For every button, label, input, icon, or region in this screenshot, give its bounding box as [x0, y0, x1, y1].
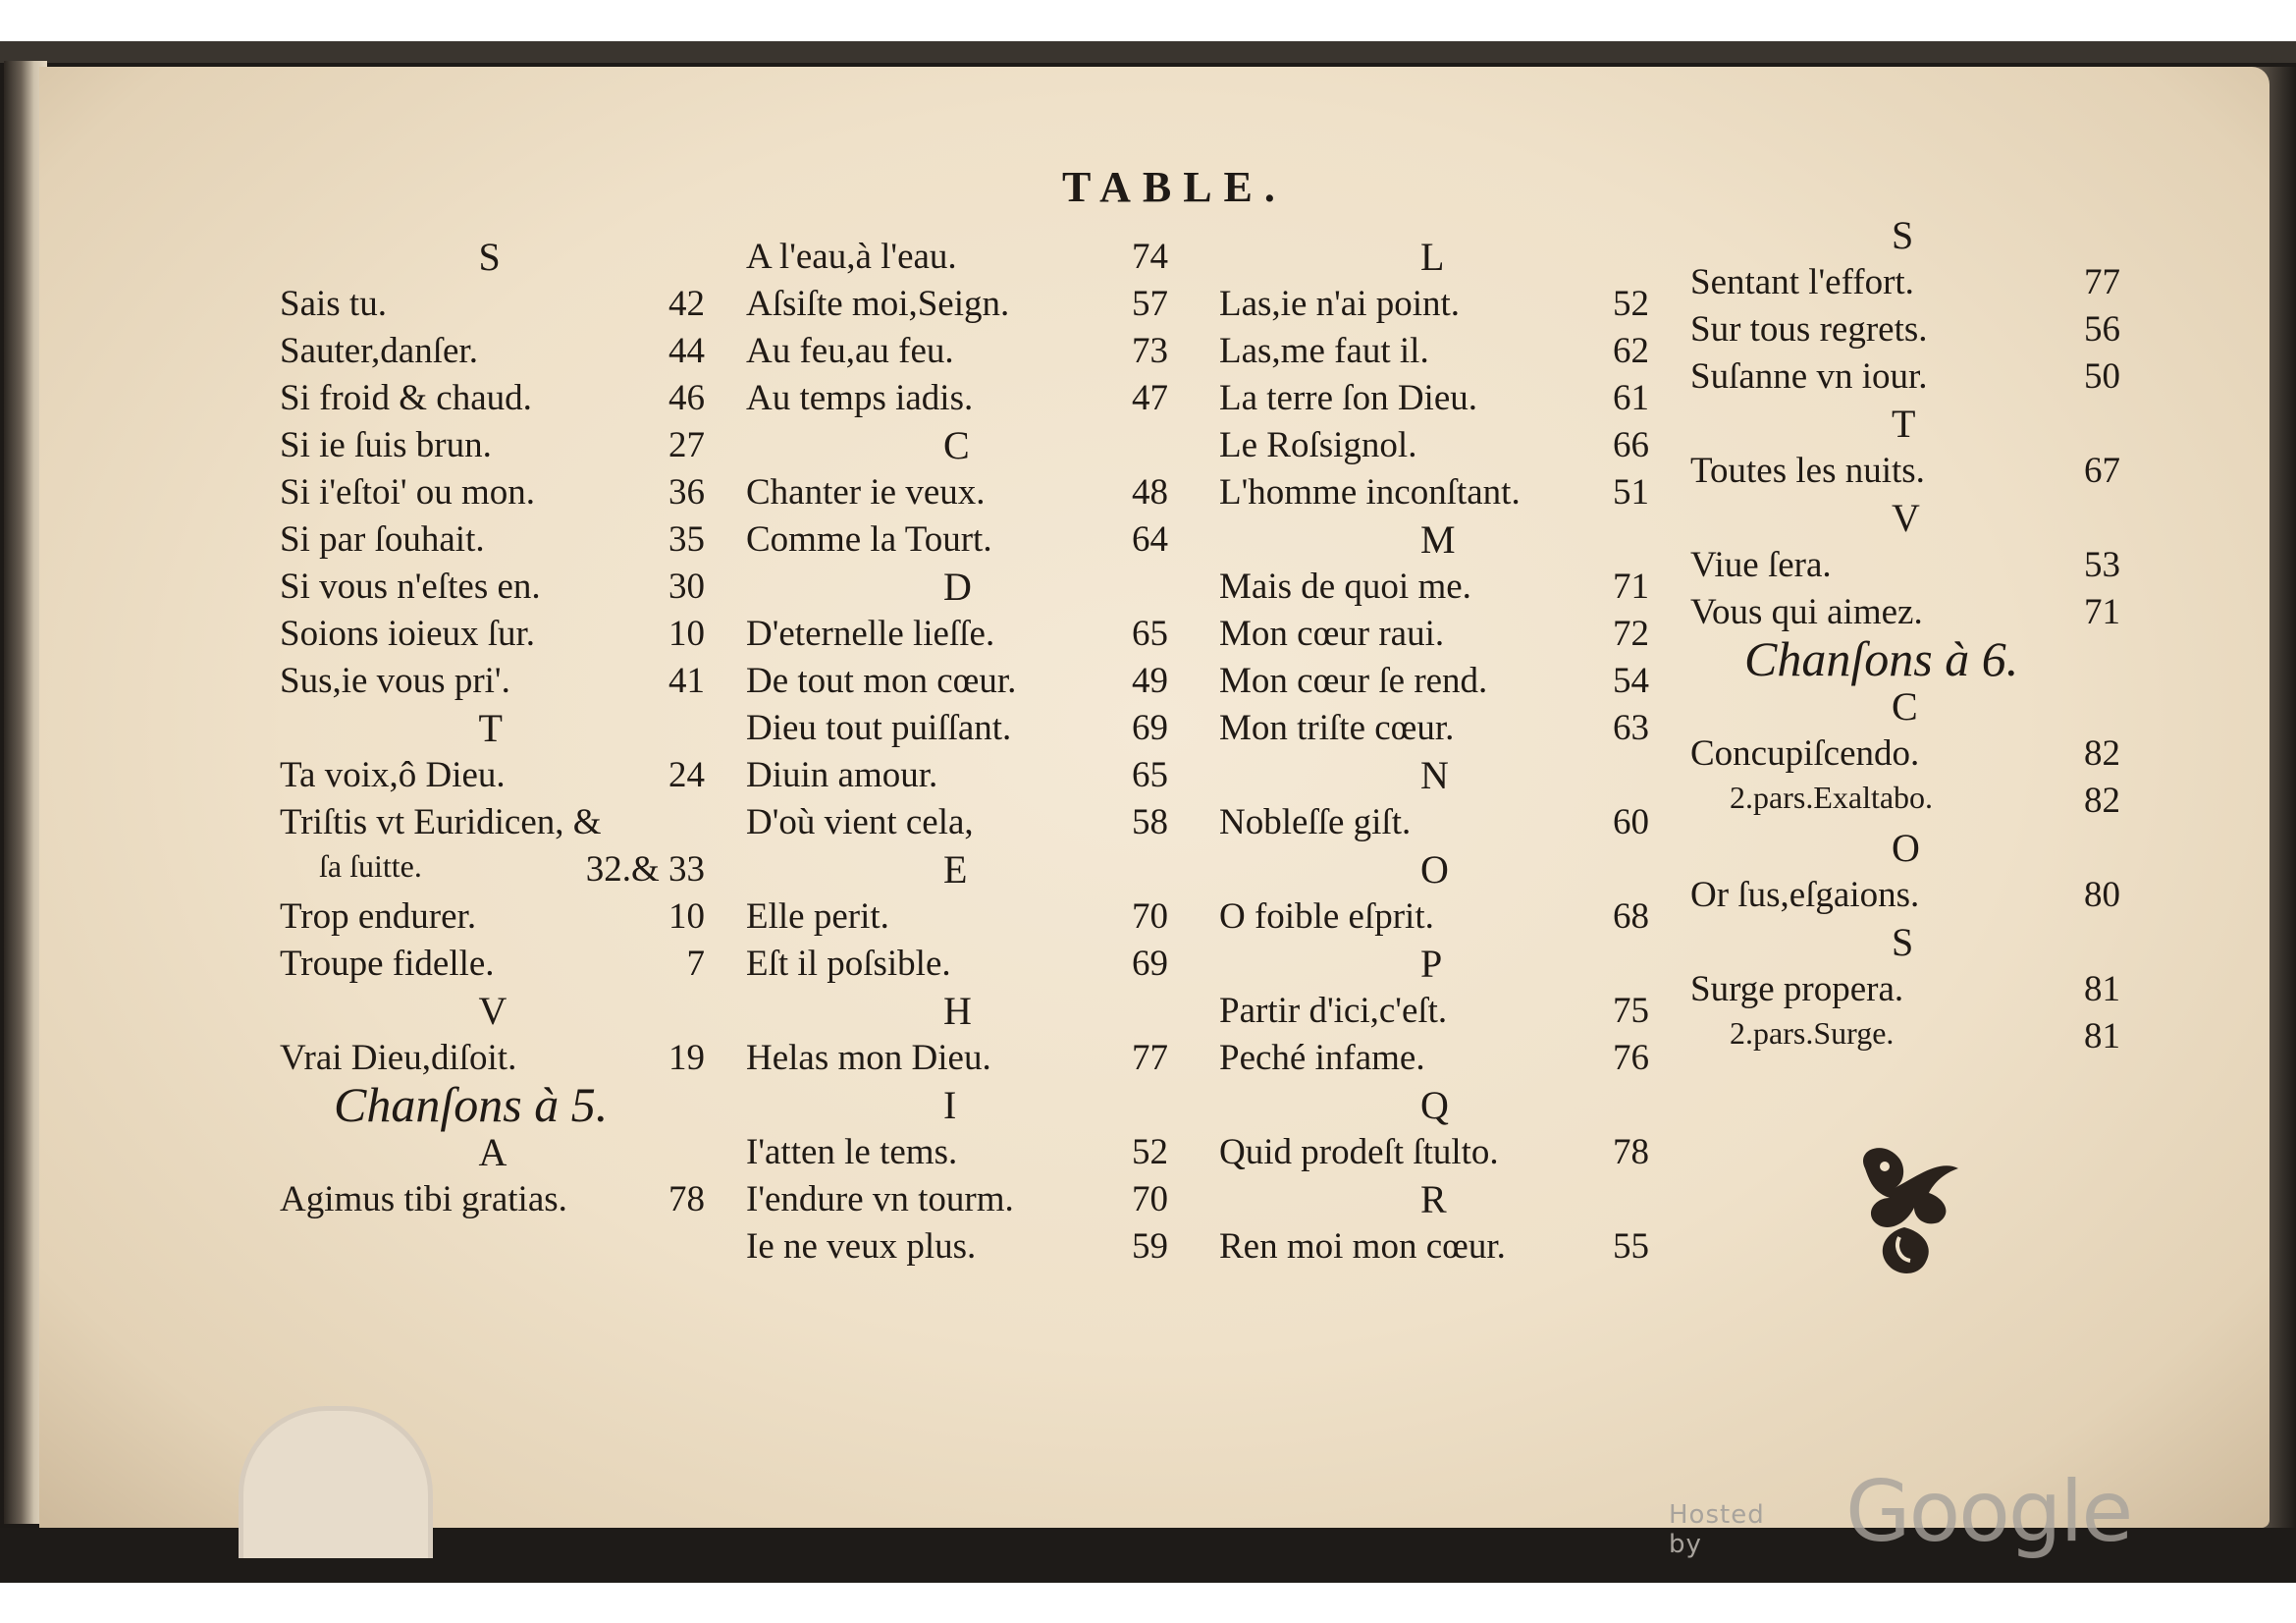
entry-page-number: 60	[1613, 802, 1649, 842]
entry-page-number: 48	[1132, 472, 1168, 513]
entry-title: Quid prodeſt ſtulto.	[1219, 1132, 1499, 1172]
section-letter: E	[943, 847, 968, 892]
index-entry	[746, 283, 1168, 330]
entry-page-number: 27	[668, 425, 705, 465]
entry-page-number: 72	[1613, 614, 1649, 654]
index-entry	[280, 660, 705, 707]
section-letter: T	[478, 706, 503, 750]
entry-page-number: 76	[1613, 1038, 1649, 1078]
entry-title: Las,ie n'ai point.	[1219, 284, 1461, 324]
index-entry	[1219, 424, 1649, 471]
index-entry	[1690, 261, 2120, 308]
entry-page-number: 24	[668, 755, 705, 795]
section-letter: S	[478, 235, 501, 279]
index-entry	[1730, 1015, 2120, 1062]
entry-title: Si vous n'eſtes en.	[280, 567, 541, 607]
entry-title: Ta voix,ô Dieu.	[280, 755, 506, 795]
index-entry	[280, 943, 705, 990]
entry-page-number: 78	[1613, 1132, 1649, 1172]
entry-title: Viue ſera.	[1690, 545, 1832, 585]
entry-page-number: 57	[1132, 284, 1168, 324]
entry-title: ſa ſuitte.	[319, 848, 422, 884]
index-entry	[280, 754, 705, 801]
index-entry	[1690, 968, 2120, 1015]
entry-page-number: 44	[668, 331, 705, 371]
entry-title: Ie ne veux plus.	[746, 1226, 977, 1267]
section-letter: I	[943, 1083, 957, 1127]
entry-title: D'eternelle lieſſe.	[746, 614, 995, 654]
entry-page-number: 67	[2084, 451, 2120, 491]
index-entry	[1219, 895, 1649, 943]
entry-page-number: 77	[1132, 1038, 1168, 1078]
index-entry	[746, 660, 1168, 707]
entry-title: I'atten le tems.	[746, 1132, 958, 1172]
entry-title: Las,me faut il.	[1219, 331, 1429, 371]
entry-page-number: 19	[668, 1038, 705, 1078]
index-entry	[280, 377, 705, 424]
entry-title: Si par ſouhait.	[280, 519, 485, 560]
index-entry	[746, 236, 1168, 283]
section-letter: T	[1892, 402, 1916, 446]
index-entry	[280, 518, 705, 566]
section-letter: C	[1892, 684, 1918, 729]
entry-page-number: 35	[668, 519, 705, 560]
entry-title: Toutes les nuits.	[1690, 451, 1925, 491]
index-entry	[1219, 1131, 1649, 1178]
section-letter: S	[1892, 920, 1914, 964]
entry-page-number: 81	[2084, 1016, 2120, 1056]
index-entry	[1219, 801, 1649, 848]
entry-title: Trop endurer.	[280, 896, 477, 937]
index-entry	[280, 1178, 705, 1225]
entry-title: Chanter ie veux.	[746, 472, 986, 513]
entry-page-number: 82	[2084, 733, 2120, 774]
entry-title: Au temps iadis.	[746, 378, 974, 418]
entry-page-number: 74	[1132, 237, 1168, 277]
entry-title: Sur tous regrets.	[1690, 309, 1928, 350]
entry-page-number: 58	[1132, 802, 1168, 842]
entry-title: Aſsiſte moi,Seign.	[746, 284, 1010, 324]
index-entry	[1219, 707, 1649, 754]
index-entry	[1219, 471, 1649, 518]
entry-page-number: 70	[1132, 1179, 1168, 1219]
entry-page-number: 66	[1613, 425, 1649, 465]
entry-title: Peché infame.	[1219, 1038, 1425, 1078]
entry-page-number: 64	[1132, 519, 1168, 560]
index-entry	[1219, 1037, 1649, 1084]
entry-title: Troupe fidelle.	[280, 944, 495, 984]
entry-page-number: 73	[1132, 331, 1168, 371]
entry-title: De tout mon cœur.	[746, 661, 1017, 701]
index-entry	[1219, 566, 1649, 613]
index-entry	[1219, 330, 1649, 377]
entry-title: I'endure vn tourm.	[746, 1179, 1014, 1219]
entry-page-number: 10	[668, 896, 705, 937]
entry-page-number: 47	[1132, 378, 1168, 418]
index-entry	[280, 424, 705, 471]
index-entry	[1690, 732, 2120, 780]
entry-page-number: 63	[1613, 708, 1649, 748]
index-entry	[746, 377, 1168, 424]
entry-title: Le Roſsignol.	[1219, 425, 1417, 465]
index-entry	[1690, 355, 2120, 403]
section-letter: V	[478, 989, 507, 1033]
entry-page-number: 41	[668, 661, 705, 701]
section-letter: D	[943, 565, 972, 609]
index-entry	[280, 330, 705, 377]
entry-title: Partir d'ici,c'eſt.	[1219, 991, 1448, 1031]
entry-page-number: 80	[2084, 875, 2120, 915]
index-entry	[746, 943, 1168, 990]
entry-page-number: 65	[1132, 614, 1168, 654]
entry-page-number: 49	[1132, 661, 1168, 701]
entry-page-number: 65	[1132, 755, 1168, 795]
entry-page-number: 50	[2084, 356, 2120, 397]
entry-page-number: 70	[1132, 896, 1168, 937]
entry-page-number: 32.& 33	[585, 849, 705, 890]
index-entry	[1690, 308, 2120, 355]
entry-page-number: 61	[1613, 378, 1649, 418]
thumb-mark	[239, 1406, 433, 1558]
entry-title: Soions ioieux ſur.	[280, 614, 536, 654]
index-entry	[746, 1178, 1168, 1225]
entry-title: Sais tu.	[280, 284, 387, 324]
index-entry	[1219, 283, 1649, 330]
entry-page-number: 36	[668, 472, 705, 513]
section-heading: Chanſons à 6.	[1744, 631, 2019, 686]
entry-title: Mais de quoi me.	[1219, 567, 1471, 607]
entry-title: Helas mon Dieu.	[746, 1038, 991, 1078]
entry-title: Concupiſcendo.	[1690, 733, 1920, 774]
index-entry	[1690, 874, 2120, 921]
entry-title: Si i'eſtoi' ou mon.	[280, 472, 536, 513]
entry-title: Au feu,au feu.	[746, 331, 954, 371]
entry-page-number: 69	[1132, 708, 1168, 748]
index-entry	[746, 895, 1168, 943]
entry-page-number: 10	[668, 614, 705, 654]
entry-title: Sauter,danſer.	[280, 331, 478, 371]
index-entry	[746, 613, 1168, 660]
section-letter: V	[1892, 496, 1920, 540]
entry-title: Nobleſſe giſt.	[1219, 802, 1412, 842]
entry-title: Triſtis vt Euridicen, &	[280, 802, 602, 842]
entry-title: O foible eſprit.	[1219, 896, 1434, 937]
entry-page-number: 30	[668, 567, 705, 607]
hosted-by-label: Hosted by	[1669, 1500, 1765, 1559]
entry-page-number: 69	[1132, 944, 1168, 984]
entry-page-number: 77	[2084, 262, 2120, 302]
entry-title: Sentant l'effort.	[1690, 262, 1914, 302]
entry-title: La terre ſon Dieu.	[1219, 378, 1477, 418]
entry-title: 2.pars.Surge.	[1730, 1015, 1895, 1051]
entry-title: Si froid & chaud.	[280, 378, 532, 418]
index-entry	[746, 754, 1168, 801]
entry-title: Comme la Tourt.	[746, 519, 992, 560]
entry-page-number: 7	[686, 944, 705, 984]
index-entry	[319, 848, 705, 895]
entry-title: D'où vient cela,	[746, 802, 974, 842]
entry-page-number: 68	[1613, 896, 1649, 937]
entry-page-number: 71	[2084, 592, 2120, 632]
entry-page-number: 52	[1613, 284, 1649, 324]
entry-title: 2.pars.Exaltabo.	[1730, 780, 1934, 815]
section-letter: H	[943, 989, 972, 1033]
index-entry	[746, 518, 1168, 566]
entry-page-number: 55	[1613, 1226, 1649, 1267]
index-entry	[1219, 377, 1649, 424]
section-letter: C	[943, 423, 970, 467]
index-entry	[746, 801, 1168, 848]
entry-title: Diuin amour.	[746, 755, 938, 795]
page-title: TABLE.	[1062, 163, 1287, 211]
entry-page-number: 71	[1613, 567, 1649, 607]
entry-title: Eſt il poſsible.	[746, 944, 951, 984]
index-entry	[280, 613, 705, 660]
entry-page-number: 81	[2084, 969, 2120, 1009]
entry-title: Ren moi mon cœur.	[1219, 1226, 1506, 1267]
entry-title: A l'eau,à l'eau.	[746, 237, 957, 277]
index-entry	[746, 707, 1168, 754]
entry-page-number: 54	[1613, 661, 1649, 701]
index-entry	[1219, 1225, 1649, 1272]
index-entry	[1690, 544, 2120, 591]
index-entry	[1219, 990, 1649, 1037]
section-letter: Q	[1420, 1083, 1449, 1127]
entry-title: Elle perit.	[746, 896, 889, 937]
entry-title: Mon cœur raui.	[1219, 614, 1445, 654]
entry-title: Surge propera.	[1690, 969, 1904, 1009]
entry-page-number: 53	[2084, 545, 2120, 585]
fleuron-ornament-icon	[1845, 1139, 1973, 1286]
entry-title: Mon cœur ſe rend.	[1219, 661, 1488, 701]
entry-page-number: 42	[668, 284, 705, 324]
entry-title: Vrai Dieu,diſoit.	[280, 1038, 517, 1078]
entry-page-number: 46	[668, 378, 705, 418]
entry-title: Agimus tibi gratias.	[280, 1179, 567, 1219]
section-letter: R	[1420, 1177, 1447, 1221]
entry-page-number: 75	[1613, 991, 1649, 1031]
index-entry	[280, 895, 705, 943]
index-entry	[280, 471, 705, 518]
entry-page-number: 62	[1613, 331, 1649, 371]
book-cover-edge	[0, 41, 2296, 63]
google-brand: Google	[1845, 1463, 2132, 1561]
entry-title: Or ſus,eſgaions.	[1690, 875, 1920, 915]
entry-page-number: 78	[668, 1179, 705, 1219]
index-entry	[1690, 450, 2120, 497]
entry-title: Vous qui aimez.	[1690, 592, 1923, 632]
entry-title: Mon triſte cœur.	[1219, 708, 1455, 748]
index-entry	[746, 1037, 1168, 1084]
section-heading: Chanſons à 5.	[334, 1077, 609, 1132]
entry-page-number: 82	[2084, 781, 2120, 821]
entry-title: L'homme inconſtant.	[1219, 472, 1521, 513]
index-entry	[280, 283, 705, 330]
section-letter: S	[1892, 213, 1914, 257]
entry-page-number: 52	[1132, 1132, 1168, 1172]
entry-title: Sus,ie vous pri'.	[280, 661, 510, 701]
section-letter: O	[1420, 847, 1449, 892]
section-letter: M	[1420, 517, 1456, 562]
index-entry	[1219, 613, 1649, 660]
index-entry	[746, 330, 1168, 377]
index-entry	[280, 566, 705, 613]
index-entry	[1730, 780, 2120, 827]
index-entry	[746, 471, 1168, 518]
entry-page-number: 59	[1132, 1226, 1168, 1267]
entry-page-number: 51	[1613, 472, 1649, 513]
index-entry	[746, 1131, 1168, 1178]
index-entry	[280, 801, 705, 848]
index-entry	[746, 1225, 1168, 1272]
section-letter: L	[1420, 235, 1445, 279]
entry-title: Dieu tout puiſſant.	[746, 708, 1012, 748]
section-letter: O	[1892, 826, 1920, 870]
entry-title: Si ie ſuis brun.	[280, 425, 492, 465]
entry-page-number: 56	[2084, 309, 2120, 350]
section-letter: A	[478, 1130, 507, 1174]
entry-title: Suſanne vn iour.	[1690, 356, 1928, 397]
section-letter: N	[1420, 753, 1449, 797]
section-letter: P	[1420, 942, 1443, 986]
index-entry	[1219, 660, 1649, 707]
